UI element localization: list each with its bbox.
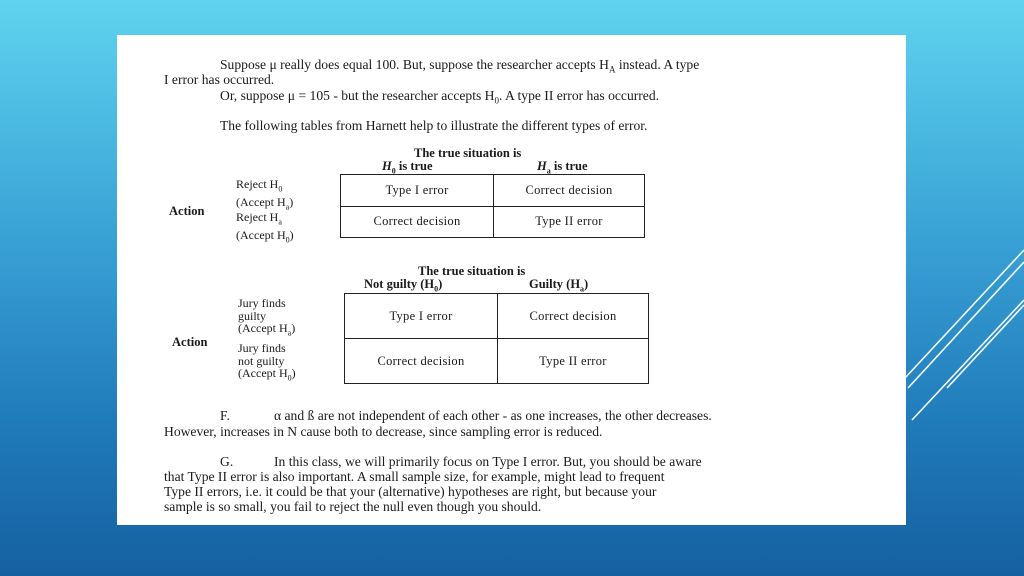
intro-paragraph-2 bbox=[220, 88, 659, 109]
deco-line-2 bbox=[908, 262, 1024, 388]
deco-line-1 bbox=[905, 250, 1024, 378]
intro-text: Suppose μ really does equal 100. But, suppose the researcher accepts H bbox=[220, 57, 609, 72]
table-cell: Type I error bbox=[341, 175, 494, 207]
scanned-document-page bbox=[117, 35, 906, 525]
col-text: is true bbox=[550, 159, 588, 173]
row-label-line: Jury finds bbox=[238, 296, 286, 310]
paragraph-g-line-2: that Type II error is also important. A small sample size, for example, might lead to frequent bbox=[164, 469, 665, 484]
table1-row1-label bbox=[236, 178, 293, 214]
paragraph-g-line-3: Type II errors, i.e. it could be that your (alternative) hypotheses are right, but because your bbox=[164, 484, 657, 499]
row-text: (Accept H bbox=[238, 321, 288, 335]
subscript: a bbox=[546, 166, 551, 176]
table-cell: Correct decision bbox=[498, 294, 649, 339]
row-label-line bbox=[238, 322, 295, 340]
row-label-line: not guilty bbox=[238, 353, 285, 368]
row-label-line: guilty bbox=[238, 308, 267, 323]
subscript: 0 bbox=[391, 166, 396, 176]
row-text: Reject H bbox=[236, 177, 279, 191]
deco-line-4 bbox=[947, 305, 1024, 388]
row-label-line bbox=[236, 211, 294, 229]
table-cell: Correct decision bbox=[341, 206, 494, 238]
col-text: Not guilty (H bbox=[364, 277, 435, 291]
col-text: is true bbox=[395, 159, 433, 173]
subscript: 0 bbox=[434, 284, 439, 294]
subscript: a bbox=[278, 217, 282, 227]
table2-title: The true situation is bbox=[418, 264, 526, 278]
deco-line-3 bbox=[912, 300, 1024, 420]
table-row bbox=[345, 294, 649, 339]
intro-paragraph-line-2: I error has occurred. bbox=[164, 72, 275, 87]
jury-decision-table bbox=[344, 293, 649, 384]
row-text: (Accept H bbox=[236, 227, 286, 242]
table1-row2-label bbox=[236, 211, 294, 247]
intro2-text-end: . A type II error has occurred. bbox=[498, 88, 660, 103]
table1-action-label: Action bbox=[169, 204, 205, 218]
subscript: 0 bbox=[285, 235, 290, 245]
tables-intro-paragraph: The following tables from Harnett help to illustrate the different types of error. bbox=[220, 118, 648, 133]
table-cell: Type II error bbox=[494, 206, 645, 238]
paragraph-f-line-1: α and ß are not independent of each other - as one increases, the other decreases. bbox=[274, 408, 712, 423]
table2-col-guilty bbox=[529, 277, 588, 294]
table-row bbox=[341, 206, 645, 238]
row-label-line bbox=[236, 229, 294, 247]
h-symbol: H bbox=[537, 159, 547, 173]
subscript: a bbox=[287, 328, 292, 338]
paragraph-g-line-1: In this class, we will primarily focus on Type I error. But, you should be aware bbox=[274, 454, 702, 469]
table-row bbox=[341, 175, 645, 207]
subscript: 0 bbox=[278, 184, 283, 194]
paragraph-g-line-4: sample is so small, you fail to reject the null even though you should. bbox=[164, 499, 542, 514]
row-text-end: ) bbox=[289, 194, 294, 209]
table1-title: The true situation is bbox=[414, 146, 522, 160]
h-symbol: H bbox=[382, 159, 392, 173]
paragraph-g-label: G. bbox=[220, 454, 234, 469]
row-label-line: Jury finds bbox=[238, 341, 286, 355]
subscript: 0 bbox=[287, 373, 292, 383]
intro2-text: Or, suppose μ = 105 - but the researcher accepts H bbox=[220, 88, 495, 103]
row-label-line bbox=[238, 367, 296, 385]
table-cell: Type II error bbox=[498, 339, 649, 384]
row-text: (Accept H bbox=[238, 366, 288, 380]
table2-row2-label bbox=[238, 342, 296, 385]
table2-col-not-guilty bbox=[364, 277, 442, 294]
table-cell: Correct decision bbox=[494, 175, 645, 207]
row-text: Reject H bbox=[236, 210, 279, 224]
subscript: 0 bbox=[494, 95, 499, 106]
row-label-line bbox=[236, 178, 293, 196]
row-text-end: ) bbox=[291, 321, 296, 335]
table-cell: Type I error bbox=[345, 294, 498, 339]
row-text: (Accept H bbox=[236, 194, 286, 209]
intro-paragraph-line-1 bbox=[220, 57, 699, 78]
table2-action-label: Action bbox=[172, 335, 208, 349]
error-types-table bbox=[340, 174, 645, 238]
paragraph-f-label: F. bbox=[220, 408, 230, 423]
table2-row1-label bbox=[238, 297, 295, 340]
subscript: a bbox=[580, 284, 585, 294]
col-text-end: ) bbox=[584, 277, 589, 291]
paragraph-f-line-2: However, increases in N cause both to decrease, since sampling error is reduced. bbox=[164, 424, 603, 439]
intro-text-end: instead. A type bbox=[615, 57, 700, 72]
table-row bbox=[345, 339, 649, 384]
col-text: Guilty (H bbox=[529, 277, 581, 291]
subscript: A bbox=[608, 64, 616, 75]
row-text-end: ) bbox=[289, 227, 294, 242]
table-cell: Correct decision bbox=[345, 339, 498, 384]
col-text-end: ) bbox=[438, 277, 443, 291]
subscript: a bbox=[285, 202, 290, 212]
row-text-end: ) bbox=[291, 366, 296, 380]
